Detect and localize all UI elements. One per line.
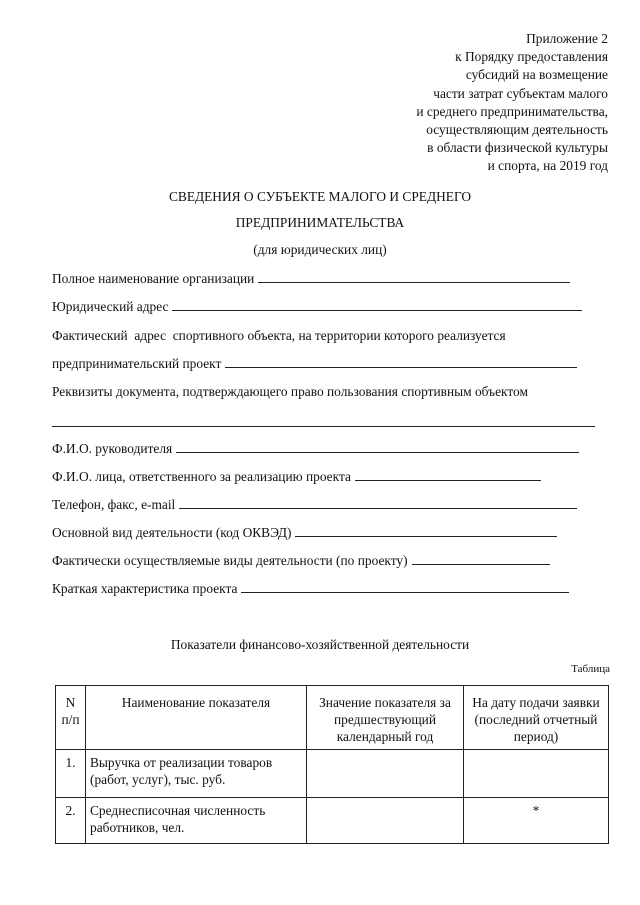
appendix-line: осуществляющим деятельность [426,122,608,138]
appendix-line: и среднего предпринимательства, [416,103,608,119]
appendix-line: к Порядку предоставления [455,49,608,65]
document-title-line2: ПРЕДПРИНИМАТЕЛЬСТВА [235,215,405,230]
row-name: Среднесписочная численность работников, чел. [86,798,307,844]
full-name-input-line[interactable] [258,270,570,283]
field-label: Основной вид деятельности (код ОКВЭД) [52,525,292,540]
row-num: 2. [56,798,86,844]
field-project-summary [52,580,569,598]
actual-activities-input-line[interactable] [412,552,550,565]
head-name-input-line[interactable] [176,440,579,453]
field-label: Полное наименование организации [52,271,255,286]
field-label: Реквизиты документа, подтверждающего право пользования спортивным объектом [52,384,528,399]
field-label: Ф.И.О. лица, ответственного за реализацию проекта [52,469,351,484]
table-row [56,798,609,844]
field-label: Телефон, факс, e-mail [52,497,176,512]
appendix-line: Приложение 2 [526,31,608,46]
appendix-line: части затрат субъектам малого [433,85,608,101]
indicators-table [55,685,609,844]
row-prev-year-cell[interactable] [307,750,464,798]
field-contacts [52,496,577,514]
main-activity-input-line[interactable] [295,524,557,537]
appendix-line: в области физической культуры [427,140,608,156]
field-actual-address-line2 [52,355,577,373]
row-current-cell[interactable] [464,750,609,798]
contacts-input-line[interactable] [179,496,577,509]
document-title-line1: СВЕДЕНИЯ О СУБЪЕКТЕ МАЛОГО И СРЕДНЕГО [168,189,472,204]
appendix-line: и спорта, на 2019 год [487,158,608,174]
appendix-line: субсидий на возмещение [465,67,608,83]
project-summary-input-line[interactable] [241,580,569,593]
table-caption: Показатели финансово-хозяйственной деятельности [170,637,470,652]
header-name: Наименование показателя [86,686,307,750]
header-num: N п/п [56,686,86,750]
field-full-name [52,270,570,288]
row-current-cell[interactable]: * [464,798,609,844]
field-actual-activities [52,552,550,570]
field-actual-address-line1 [52,327,506,345]
table-label: Таблица [571,663,610,675]
document-details-input-line[interactable] [52,426,595,427]
row-name: Выручка от реализации товаров (работ, услуг), тыс. руб. [86,750,307,798]
header-current: На дату подачи заявки (последний отчетный период) [464,686,609,750]
field-label: Ф.И.О. руководителя [52,441,173,456]
field-label: Фактический адрес спортивного объекта, на территории которого реализуется [52,328,506,343]
row-num: 1. [56,750,86,798]
document-subtitle: (для юридических лиц) [253,242,387,257]
header-prev-year: Значение показателя за предшествующий календарный год [307,686,464,750]
field-label: Юридический адрес [52,299,169,314]
field-label: предпринимательский проект [52,356,222,371]
table-header-row [56,686,609,750]
field-head-name [52,440,579,458]
field-responsible-name [52,468,541,486]
row-prev-year-cell[interactable] [307,798,464,844]
legal-address-input-line[interactable] [172,298,582,311]
appendix-header [308,30,608,176]
field-main-activity [52,524,557,542]
field-label: Краткая характеристика проекта [52,581,238,596]
table-row [56,750,609,798]
actual-address-input-line[interactable] [225,355,577,368]
field-document-details [52,383,528,401]
field-legal-address [52,298,582,316]
field-label: Фактически осуществляемые виды деятельности (по проекту) [52,553,408,568]
responsible-name-input-line[interactable] [355,468,541,481]
